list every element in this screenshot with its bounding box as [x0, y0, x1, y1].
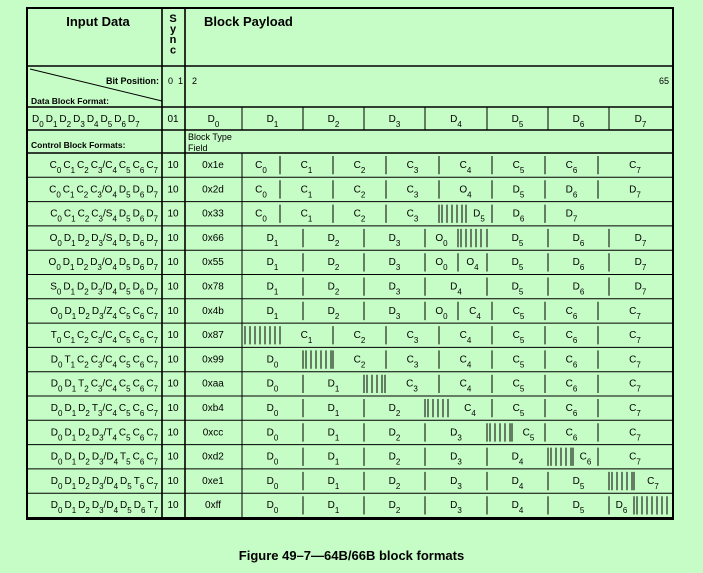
- block-type-heading: Field: [188, 143, 208, 153]
- payload-octet: $D_2$: [388, 427, 401, 442]
- payload-octet: $C_2$: [353, 160, 366, 175]
- payload-octet: $C_2$: [353, 330, 366, 345]
- payload-octet: $D_5$: [572, 500, 585, 515]
- payload-octet: $C_3$: [406, 354, 419, 369]
- payload-octet: $D_5$: [511, 281, 524, 296]
- payload-octet: $D_5$: [512, 184, 525, 199]
- payload-octet: $D_6$: [572, 257, 585, 272]
- payload-octet: $C_4$: [459, 378, 472, 394]
- payload-octet: $D_1$: [266, 305, 279, 321]
- payload-octet: $C_1$: [300, 160, 313, 175]
- figure-caption: Figure 49–7—64B/66B block formats: [238, 548, 465, 563]
- payload-octet: $C_0$: [255, 160, 267, 175]
- payload-octet: $D_5$: [473, 208, 485, 224]
- payload-octet: $C_6$: [565, 427, 578, 442]
- payload-octet: $C_7$: [647, 475, 659, 491]
- data-block-octet: $D_1$: [266, 114, 279, 129]
- payload-octet: $D_1$: [327, 475, 340, 491]
- payload-octet: $D_2$: [327, 305, 340, 321]
- payload-octet: $C_3$: [406, 208, 419, 224]
- payload-octet: $D_4$: [450, 281, 462, 296]
- control-block-input: $O_0$ $D_1$ $D_2$ $D_3/S_4$ $D_5$ $D_6$ $D_7$: [49, 232, 158, 248]
- payload-octet: $D_0$: [266, 475, 279, 491]
- payload-octet: $C_0$: [255, 184, 267, 199]
- control-block-sync: 10: [167, 232, 179, 244]
- bit-position-value: 1: [178, 76, 184, 86]
- payload-octet: $C_4$: [469, 305, 481, 321]
- payload-octet: $D_3$: [388, 232, 401, 248]
- payload-octet: $D_0$: [266, 451, 279, 467]
- block-type-value: 0x2d: [202, 184, 224, 196]
- payload-octet: $D_7$: [629, 184, 641, 199]
- payload-octet: $D_2$: [327, 281, 340, 296]
- payload-octet: $C_2$: [353, 184, 366, 199]
- control-block-input: $D_0$ $D_1$ $D_2$ $D_3/D_4$ $D_5$ $T_6$ $C_7$: [50, 475, 158, 491]
- payload-octet: $C_3$: [406, 330, 419, 345]
- payload-octet: $C_6$: [565, 305, 578, 321]
- control-block-sync: 10: [167, 427, 179, 439]
- control-block-sync: 10: [167, 354, 179, 366]
- control-block-sync: 10: [167, 160, 179, 171]
- bit-position-value: 0: [168, 76, 174, 86]
- payload-octet: $D_1$: [327, 451, 340, 467]
- control-block-sync: 10: [167, 208, 179, 220]
- payload-octet: $O_4$: [459, 184, 472, 199]
- payload-octet: $C_3$: [406, 378, 418, 394]
- block-payload-heading: Block Payload: [204, 14, 293, 29]
- payload-octet: $C_6$: [565, 160, 578, 175]
- control-block-input: $C_0$ $C_1$ $C_2$ $C_3/S_4$ $D_5$ $D_6$ $D_7$: [50, 208, 158, 224]
- block-type-value: 0xe1: [202, 475, 224, 487]
- payload-octet: $C_5$: [512, 403, 525, 418]
- payload-octet: $C_7$: [629, 403, 641, 418]
- data-block-format-label: Data Block Format:: [31, 96, 109, 106]
- data-block-octet: $D_7$: [634, 114, 647, 129]
- data-block-octet: $D_5$: [511, 114, 524, 129]
- block-format-figure: [26, 7, 674, 520]
- payload-octet: $D_5$: [511, 232, 524, 248]
- block-type-value: 0x33: [202, 208, 224, 220]
- data-block-octet: $D_6$: [572, 114, 585, 129]
- payload-octet: $D_1$: [327, 403, 340, 418]
- control-block-input: $O_0$ $D_1$ $D_2$ $D_3/O_4$ $D_5$ $D_6$ $D_7$: [48, 257, 158, 272]
- control-block-input: $D_0$ $T_1$ $C_2$ $C_3/C_4$ $C_5$ $C_6$ $C_7$: [50, 354, 158, 369]
- block-type-value: 0x87: [202, 330, 224, 342]
- payload-octet: $D_1$: [266, 281, 279, 296]
- control-block-sync: 10: [167, 184, 179, 196]
- payload-octet: $D_6$: [615, 500, 628, 515]
- payload-octet: $C_5$: [512, 305, 525, 321]
- payload-octet: $D_3$: [388, 257, 401, 272]
- payload-octet: $C_6$: [565, 403, 578, 418]
- payload-octet: $C_7$: [629, 330, 641, 345]
- block-type-value: 0x78: [202, 281, 224, 293]
- payload-octet: $O_0$: [435, 305, 448, 321]
- payload-octet: $C_4$: [459, 330, 472, 345]
- input-data-heading: Input Data: [66, 14, 130, 29]
- payload-octet: $C_1$: [300, 184, 313, 199]
- payload-octet: $C_6$: [565, 378, 578, 394]
- payload-octet: $D_0$: [266, 500, 279, 515]
- control-block-input: $O_0$ $D_1$ $D_2$ $D_3/Z_4$ $C_5$ $C_6$ $C_7$: [50, 305, 158, 321]
- control-block-sync: 10: [167, 281, 179, 293]
- data-block-octet: $D_3$: [388, 114, 401, 129]
- payload-octet: $O_0$: [435, 232, 448, 248]
- control-block-input: $D_0$ $D_1$ $D_2$ $T_3/C_4$ $C_5$ $C_6$ $C_7$: [50, 403, 158, 418]
- payload-octet: $O_0$: [435, 257, 448, 272]
- bit-position-value: 2: [192, 76, 198, 86]
- control-block-sync: 10: [167, 378, 179, 390]
- payload-octet: $D_3$: [450, 451, 462, 467]
- payload-octet: $C_5$: [512, 378, 525, 394]
- payload-octet: $D_0$: [266, 378, 279, 394]
- payload-octet: $C_3$: [406, 184, 419, 199]
- payload-octet: $D_7$: [634, 232, 647, 248]
- block-type-value: 0x55: [202, 257, 224, 269]
- payload-octet: $D_5$: [572, 475, 585, 491]
- sync-heading-letter: c: [169, 44, 177, 57]
- block-type-heading: Block Type: [188, 132, 232, 142]
- data-block-input: $D_0$ $D_1$ $D_2$ $D_3$ $D_4$ $D_5$ $D_6$ $D_7$: [32, 114, 140, 129]
- control-block-input: $S_0$ $D_1$ $D_2$ $D_3/D_4$ $D_5$ $D_6$ $D_7$: [50, 281, 158, 296]
- payload-octet: $D_3$: [450, 500, 462, 515]
- payload-octet: $D_1$: [266, 232, 279, 248]
- payload-octet: $D_3$: [388, 305, 401, 321]
- block-format-table: [28, 9, 672, 518]
- control-block-input: $C_0$ $C_1$ $C_2$ $C_3/C_4$ $C_5$ $C_6$ $C_7$: [49, 160, 158, 175]
- payload-octet: $D_4$: [511, 475, 524, 491]
- control-block-sync: 10: [167, 500, 179, 512]
- payload-octet: $C_4$: [459, 354, 472, 369]
- block-type-value: 0xb4: [202, 403, 224, 414]
- control-block-input: $D_0$ $D_1$ $D_2$ $D_3/D_4$ $T_5$ $C_6$ $C_7$: [50, 451, 158, 467]
- payload-octet: $C_3$: [406, 160, 419, 175]
- control-block-input: $D_0$ $D_1$ $D_2$ $D_3/D_4$ $D_5$ $D_6$ $T_7$: [50, 500, 158, 515]
- payload-octet: $D_3$: [388, 281, 401, 296]
- payload-octet: $D_2$: [388, 500, 401, 515]
- data-block-octet: $D_0$: [207, 114, 220, 129]
- payload-octet: $D_3$: [450, 475, 462, 491]
- payload-octet: $D_7$: [565, 208, 578, 224]
- payload-octet: $C_5$: [512, 330, 525, 345]
- control-block-sync: 10: [167, 451, 179, 463]
- payload-octet: $C_7$: [629, 160, 641, 175]
- payload-octet: $C_7$: [629, 354, 641, 369]
- payload-octet: $C_1$: [300, 208, 313, 224]
- payload-octet: $D_3$: [450, 427, 462, 442]
- payload-octet: $C_7$: [629, 451, 641, 467]
- block-type-value: 0xaa: [202, 378, 224, 390]
- payload-octet: $C_6$: [565, 330, 578, 345]
- payload-octet: $D_2$: [388, 403, 401, 418]
- payload-octet: $D_1$: [327, 500, 340, 515]
- block-type-value: 0xff: [205, 500, 221, 512]
- payload-octet: $D_0$: [266, 403, 279, 418]
- payload-octet: $C_7$: [629, 378, 641, 394]
- payload-octet: $D_4$: [511, 500, 524, 515]
- control-block-sync: 10: [167, 330, 179, 342]
- payload-octet: $C_5$: [512, 160, 525, 175]
- payload-octet: $D_0$: [266, 427, 279, 442]
- payload-octet: $D_2$: [327, 232, 340, 248]
- payload-octet: $C_2$: [353, 354, 366, 369]
- payload-octet: $D_6$: [512, 208, 525, 224]
- control-block-sync: 10: [167, 403, 179, 414]
- payload-octet: $D_5$: [511, 257, 524, 272]
- block-type-value: 0xcc: [202, 427, 224, 439]
- payload-octet: $D_2$: [327, 257, 340, 272]
- payload-octet: $C_6$: [565, 354, 578, 369]
- payload-octet: $C_7$: [629, 305, 641, 321]
- control-block-input: $D_0$ $D_1$ $T_2$ $C_3/C_4$ $C_5$ $C_6$ $C_7$: [50, 378, 158, 394]
- payload-octet: $D_7$: [634, 257, 647, 272]
- sync-heading-letter: S: [169, 13, 177, 25]
- block-type-value: 0x4b: [202, 305, 224, 317]
- payload-octet: $D_0$: [266, 354, 279, 369]
- payload-octet: $D_6$: [572, 232, 585, 248]
- control-block-input: $T_0$ $C_1$ $C_2$ $C_3/C_4$ $C_5$ $C_6$ $C_7$: [50, 330, 158, 345]
- payload-octet: $D_4$: [511, 451, 524, 467]
- block-type-value: 0x1e: [202, 160, 224, 171]
- bit-position-label: Bit Position:: [106, 76, 159, 86]
- payload-octet: $D_1$: [266, 257, 279, 272]
- payload-octet: $D_7$: [634, 281, 647, 296]
- payload-octet: $C_0$: [255, 208, 267, 224]
- data-block-octet: $D_2$: [327, 114, 340, 129]
- payload-octet: $C_2$: [353, 208, 366, 224]
- payload-octet: $C_5$: [512, 354, 525, 369]
- data-block-octet: $D_4$: [450, 114, 462, 129]
- block-type-value: 0xd2: [202, 451, 224, 463]
- control-block-sync: 10: [167, 305, 179, 317]
- control-block-sync: 10: [167, 257, 179, 269]
- payload-octet: $D_1$: [327, 378, 340, 394]
- payload-octet: $C_4$: [464, 403, 476, 418]
- payload-octet: $C_4$: [459, 160, 472, 175]
- data-block-sync: 01: [167, 114, 179, 125]
- payload-octet: $O_4$: [466, 257, 479, 272]
- sync-heading-letter: y: [169, 23, 177, 36]
- payload-octet: $D_6$: [565, 184, 578, 199]
- control-block-input: $C_0$ $C_1$ $C_2$ $C_3/O_4$ $D_5$ $D_6$ $D_7$: [49, 184, 158, 199]
- payload-octet: $C_5$: [522, 427, 535, 442]
- payload-octet: $D_2$: [388, 475, 401, 491]
- payload-octet: $C_6$: [579, 451, 592, 467]
- payload-octet: $D_2$: [388, 451, 401, 467]
- bit-position-value: 65: [658, 76, 669, 86]
- block-type-value: 0x99: [202, 354, 224, 366]
- block-type-value: 0x66: [202, 232, 224, 244]
- sync-heading-letter: n: [169, 34, 177, 46]
- control-block-formats-label: Control Block Formats:: [31, 140, 126, 150]
- control-block-sync: 10: [167, 475, 179, 487]
- payload-octet: $C_7$: [629, 427, 641, 442]
- payload-octet: $D_1$: [327, 427, 340, 442]
- payload-octet: $C_1$: [300, 330, 313, 345]
- control-block-input: $D_0$ $D_1$ $D_2$ $D_3/T_4$ $C_5$ $C_6$ $C_7$: [50, 427, 158, 442]
- payload-octet: $D_6$: [572, 281, 585, 296]
